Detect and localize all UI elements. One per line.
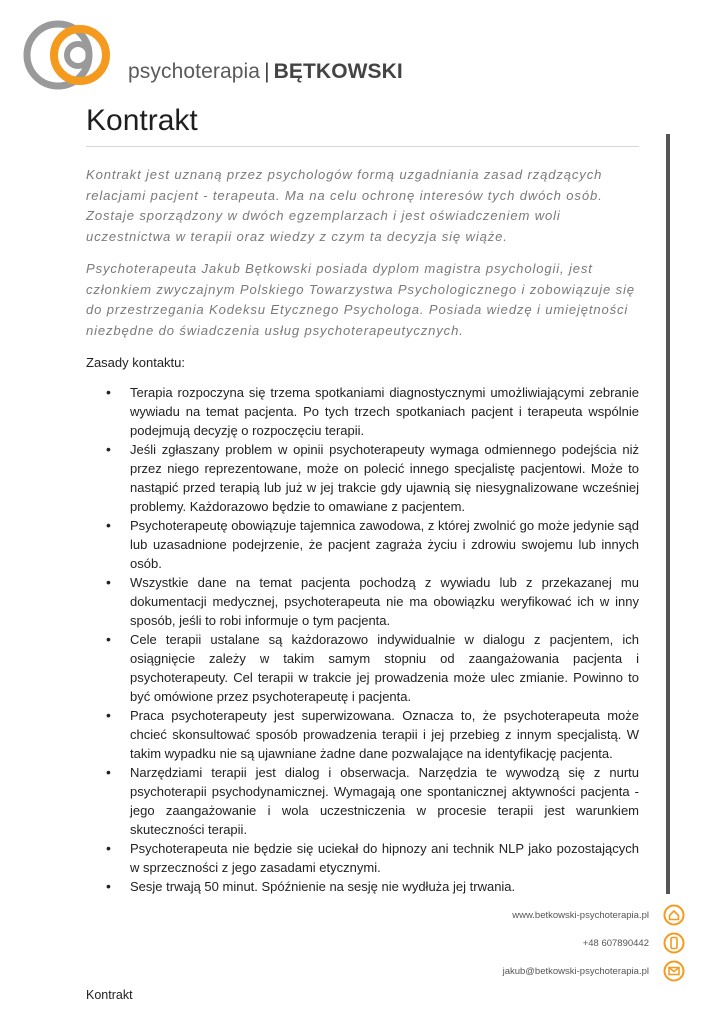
logo xyxy=(20,16,403,106)
contact-phone xyxy=(465,932,685,958)
envelope-icon xyxy=(663,960,685,982)
logo-text xyxy=(128,60,403,84)
list-item: • Sesje trwają 50 minut. Spóźnienie na sesję nie wydłuża jej trwania. xyxy=(86,877,639,896)
list-item: • Psychoterapeuta nie będzie się uciekał do hipnozy ani technik NLP jako pozostających w sprzeczności z jego zasadami etycznymi. xyxy=(86,839,639,877)
phone-icon xyxy=(663,932,685,954)
intro-paragraph-2: Psychoterapeuta Jakub Bętkowski posiada dyplom magistra psychologii, jest członkiem zwyczajnym Polskiego Towarzystwa Psychologicznego i zobowiązuje się do przestrzegania Kodeksu Etycznego Psychologa. Posiada wiedzę i umiejętności niezbędne do świadczenia usług psychoterapeutycznych. xyxy=(86,261,635,338)
intro-paragraph-1: Kontrakt jest uznaną przez psychologów formą uzgadniania zasad rządzących relacjami pacjent - terapeuta. Ma na celu ochronę interesów tych dwóch osób. Zostaje sporządzony w dwóch egzemplarzach i jest oświadczeniem woli uczestnictwa w terapii oraz wiedzy z czym ta decyzja się wiąże. xyxy=(86,167,603,244)
page-title: Kontrakt xyxy=(86,104,198,137)
list-item: • Cele terapii ustalane są każdorazowo indywidualnie w dialogu z pacjentem, ich osiągnięcie zależy w takim samym stopniu od zaangażowania pacjenta i psychoterapeuty. Cel terapii w trakcie jej prowadzenia może ulec zmianie. Powinno to być omówione przez psychoterapeutę i pacjenta. xyxy=(86,630,639,706)
logo-rings-icon xyxy=(20,16,120,106)
rules-heading: Zasady kontaktu: xyxy=(86,355,185,370)
logo-separator: | xyxy=(264,60,270,83)
email-link[interactable]: jakub@betkowski-psychoterapia.pl xyxy=(502,966,649,977)
contact-email xyxy=(465,960,685,986)
contact-website xyxy=(465,904,685,930)
logo-text-bold: BĘTKOWSKI xyxy=(273,60,403,83)
logo-text-light: psychoterapia xyxy=(128,60,261,83)
title-divider xyxy=(86,146,639,147)
rules-list xyxy=(86,383,639,896)
footer-label: Kontrakt xyxy=(86,988,133,1002)
side-accent-bar xyxy=(666,134,670,894)
list-item: • Wszystkie dane na temat pacjenta pochodzą z wywiadu lub z przekazanej mu dokumentacji medycznej, psychoterapeuta nie ma obowiązku weryfikować ich w inny sposób, jeśli to robi informuje o tym pacjenta. xyxy=(86,573,639,630)
website-link[interactable]: www.betkowski-psychoterapia.pl xyxy=(512,910,649,921)
list-item: • Jeśli zgłaszany problem w opinii psychoterapeuty wymaga odmiennego podejścia niż przez niego reprezentowane, może on polecić innego specjalistę pacjentowi. Może to nastąpić przed terapią lub już w jej trakcie gdy ujawnią się niesygnalizowane wcześniej problemy. Każdorazowo będzie to omawiane z pacjentem. xyxy=(86,440,639,516)
phone-link[interactable]: +48 607890442 xyxy=(582,938,649,949)
list-item: • Narzędziami terapii jest dialog i obserwacja. Narzędzia te wywodzą się z nurtu psychoterapii psychodynamicznej. Wymagają one spontanicznej aktywności pacjenta - jego zaangażowanie i wola uczestniczenia w procesie terapii jest warunkiem skuteczności terapii. xyxy=(86,763,639,839)
home-icon xyxy=(663,904,685,926)
list-item: • Psychoterapeutę obowiązuje tajemnica zawodowa, z której zwolnić go może jedynie sąd lub uzasadnione podejrzenie, że pacjent zagraża życiu i zdrowiu swojemu lub innych osób. xyxy=(86,516,639,573)
list-item: • Praca psychoterapeuty jest superwizowana. Oznacza to, że psychoterapeuta może chcieć skonsultować sposób prowadzenia terapii i jej przebieg z innym specjalistą. W takim wypadku nie są ujawniane żadne dane pozwalające na identyfikację pacjenta. xyxy=(86,706,639,763)
list-item: • Terapia rozpoczyna się trzema spotkaniami diagnostycznymi umożliwiającymi zebranie wywiadu na temat pacjenta. Po tych trzech spotkaniach pacjent i terapeuta wspólnie podejmują decyzję o rozpoczęciu terapii. xyxy=(86,383,639,440)
